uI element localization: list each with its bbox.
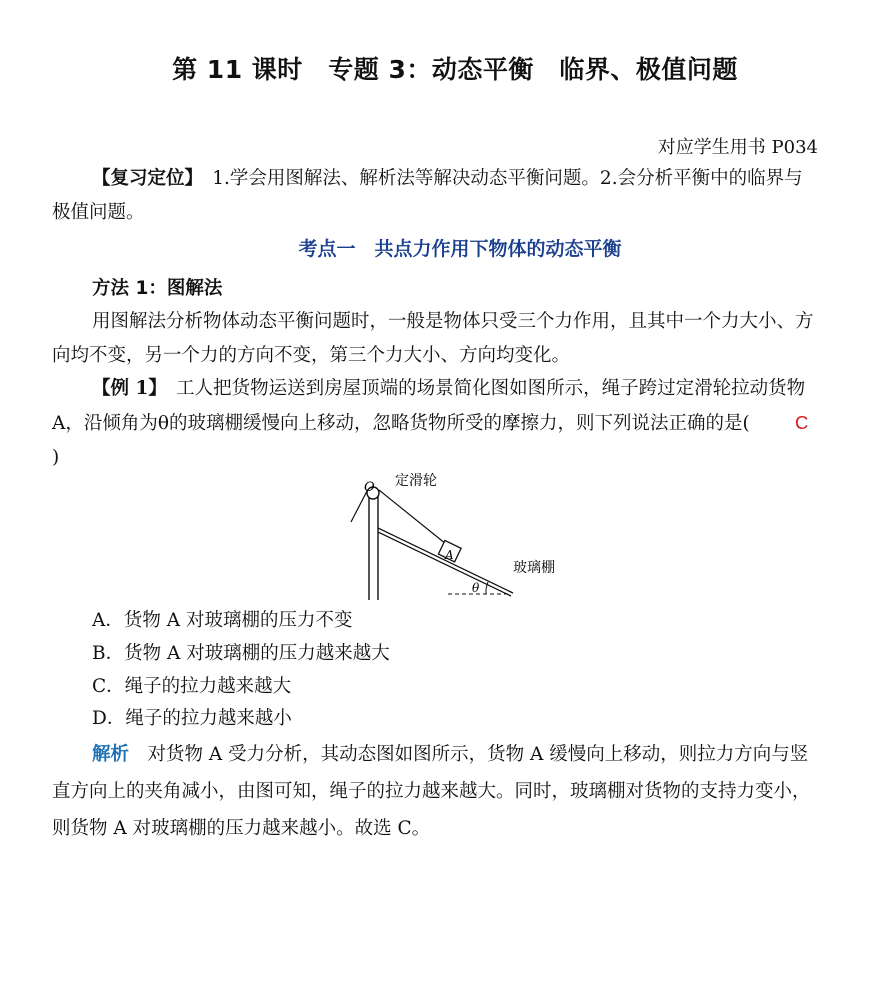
rope-left (351, 491, 367, 522)
page-title: 第 11 课时 专题 3：动态平衡 临界、极值问题 (172, 55, 738, 84)
method-label: 方法 1：图解法 (92, 278, 223, 299)
block-label: A (445, 548, 454, 562)
angle-label: θ (472, 581, 480, 595)
review-text: 1.学会用图解法、解析法等解决动态平衡问题。2.会分析平衡中的临界与极值问题。 (52, 168, 803, 223)
analysis-paragraph (52, 736, 820, 847)
reference-note: 对应学生用书 P034 (657, 137, 818, 158)
example-paragraph (52, 372, 820, 475)
option-d: D．绳子的拉力越来越小 (92, 708, 292, 729)
option-a: A．货物 A 对玻璃棚的压力不变 (92, 610, 353, 631)
analysis-label: 解析 (92, 744, 130, 765)
pulley-label: 定滑轮 (395, 473, 437, 489)
option-b: B．货物 A 对玻璃棚的压力越来越大 (92, 643, 390, 664)
section-title: 考点一 共点力作用下物体的动态平衡 (298, 238, 622, 260)
example-text: 工人把货物运送到房屋顶端的场景简化图如图所示，绳子跨过定滑轮拉动货物 A，沿倾角为θ的玻璃棚缓慢向上移动，忽略货物所受的摩擦力，则下列说法正确的是( (52, 378, 806, 434)
review-label: 【复习定位】 (92, 168, 194, 189)
example-close: ) (52, 447, 60, 468)
point-o-label: O (364, 480, 375, 495)
review-paragraph (52, 162, 820, 230)
analysis-text: 对货物 A 受力分析，其动态图如图所示，货物 A 缓慢向上移动，则拉力方向与竖直方向上的夹角减小，由图可知，绳子的拉力越来越大。同时，玻璃棚对货物的支持力变小，则货物 A 对玻璃棚的压力越来越小。故选 C。 (52, 744, 811, 839)
example-answer: C (795, 412, 809, 433)
example-label: 【例 1】 (92, 378, 158, 399)
option-c: C．绳子的拉力越来越大 (92, 676, 292, 697)
method-heading (92, 272, 860, 306)
method-paragraph: 用图解法分析物体动态平衡问题时，一般是物体只受三个力作用，且其中一个力大小、方向均不变，另一个力的方向不变，第三个力大小、方向均变化。 (52, 311, 814, 366)
rope-right (379, 490, 446, 544)
shed-label: 玻璃棚 (513, 560, 555, 576)
pulley-figure (348, 466, 573, 602)
